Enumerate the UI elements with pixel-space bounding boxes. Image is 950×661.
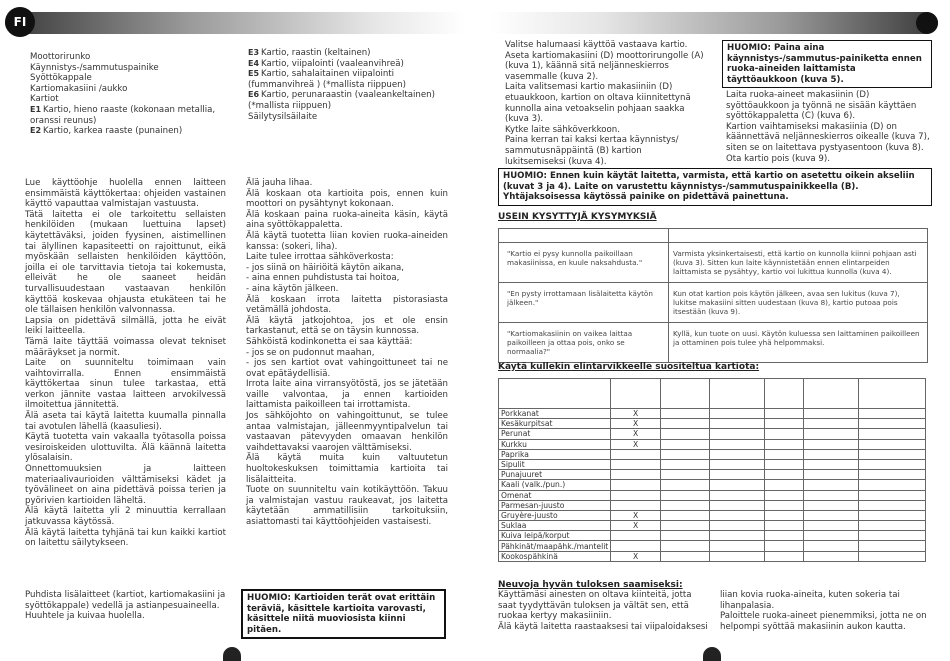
- food-row: [499, 531, 926, 541]
- page-marker-right: [703, 647, 721, 661]
- food-cell: [804, 531, 858, 541]
- food-cell: [804, 439, 858, 449]
- part-item: [248, 90, 458, 111]
- food-mark: X: [611, 551, 661, 561]
- food-header-cell: [611, 379, 661, 409]
- food-mark: [611, 500, 661, 510]
- food-name: Kesäkurpitsat: [499, 419, 611, 429]
- food-table: [498, 378, 926, 562]
- food-cell: [764, 409, 804, 419]
- food-name: Suklaa: [499, 521, 611, 531]
- food-row: [499, 429, 926, 439]
- food-cell: [710, 439, 764, 449]
- food-cell: [710, 480, 764, 490]
- note-start-button: HUOMIO: Paina aina käynnistys-/sammutus-painiketta ennen ruoka-aineiden laittamista täyttöaukkoon (kuva 5).: [722, 40, 932, 88]
- food-name: Perunat: [499, 429, 611, 439]
- faq-question: "Kartiomakasiinin on vaikea laittaa paikoilleen ja ottaa pois, onko se normaalia?": [499, 323, 669, 363]
- food-cell: [764, 459, 804, 469]
- food-name: Pähkinät/maapähk./mantelit: [499, 541, 611, 551]
- food-name: Kuiva leipä/korput: [499, 531, 611, 541]
- part-label: Käynnistys-/sammutuspainike: [30, 62, 159, 73]
- part-item: [248, 48, 458, 59]
- food-cell: [804, 510, 858, 520]
- food-row: [499, 541, 926, 551]
- food-cell: [858, 510, 925, 520]
- food-cell: [804, 449, 858, 459]
- part-label: Moottorirunko: [30, 52, 91, 62]
- faq-row: [499, 283, 928, 323]
- part-item: [248, 69, 458, 90]
- food-cell: [804, 429, 858, 439]
- food-header-cell: [499, 379, 611, 409]
- faq-answer: Varmista yksinkertaisesti, että kartio on kunnolla kiinni pohjaan asti (kuva 3). Sitten kun laite käynnistetään ennen elintarpeiden laittamista se pysähtyy, kartio voi lukittua kunnolla (kuva 4).: [669, 243, 928, 283]
- food-mark: [611, 459, 661, 469]
- food-mark: X: [611, 409, 661, 419]
- food-cell: [660, 500, 709, 510]
- part-item: [30, 63, 242, 74]
- food-row: [499, 470, 926, 480]
- food-cell: [710, 510, 764, 520]
- faq-question: "Kartio ei pysy kunnolla paikoillaan makasiinissa, en kuule naksahdusta.": [499, 243, 669, 283]
- part-label: Kartio, sahalaitainen viipalointi (fummanvihreä ) (*mallista riippuen): [248, 69, 406, 90]
- food-cell: [660, 409, 709, 419]
- food-cell: [764, 551, 804, 561]
- tips-title: Neuvoja hyvän tuloksen saamiseksi:: [498, 580, 683, 590]
- food-row: [499, 490, 926, 500]
- food-cell: [710, 409, 764, 419]
- faq-title: USEIN KYSYTTYJÄ KYSYMYKSIÄ: [498, 212, 657, 222]
- food-cell: [710, 419, 764, 429]
- food-cell: [764, 439, 804, 449]
- food-row: [499, 521, 926, 531]
- food-name: Omenat: [499, 490, 611, 500]
- parts-list-2: [248, 48, 458, 122]
- tips-col2: liian kovia ruoka-aineita, kuten sokeria tai lihanpalasia. Paloittele ruoka-aineet pienemmiksi, jotta ne on helpompi syöttää makasiinin aukon kautta.: [720, 590, 927, 632]
- food-cell: [764, 541, 804, 551]
- food-cell: [660, 429, 709, 439]
- food-cell: [804, 490, 858, 500]
- food-cell: [710, 541, 764, 551]
- food-cell: [660, 541, 709, 551]
- food-cell: [764, 480, 804, 490]
- part-label: Kartio, hieno raaste (kokonaan metallia, oranssi reunus): [30, 104, 216, 126]
- food-cell: [660, 449, 709, 459]
- part-label: Kartio, perunaraastin (vaaleankeltainen) (*mallista riippuen): [248, 90, 435, 111]
- food-row: [499, 510, 926, 520]
- faq-answer: Kun otat kartion pois käytön jälkeen, avaa sen lukitus (kuva 7), lukitse makasiini sitten uudestaan (kuva 8), kartio putoaa pois itsestään (kuva 9).: [669, 283, 928, 323]
- food-cell: [710, 500, 764, 510]
- safety-instructions-col1: Lue käyttöohje huolella ennen laitteen ensimmäistä käyttökertaa: ohjeiden vastainen käyttö vapauttaa valmistajan vastuusta. Tätä laitetta ei ole tarkoitettu sellaisten henkilöiden (mukaan luettuina lapset) käytettäväksi, joiden fyysinen, aistimellinen tai älyllinen kapasiteetti on rajoittunut, eikä myöskään sellaisten henkilöiden käyttöön, joilla ei ole tarvittavia tietoja tai kokemusta, elleivät he ole saaneet heidän turvallisuudestaan vastaavan henkilön käyttöä koskevaa ohjausta etukäteen tai he ole tällaisen henkilön valvonnassa. Lapsia on pidettävä silmällä, jotta he eivät leiki laitteella. Tämä laite täyttää voimassa olevat tekniset määräykset ja normit. Laite on suunniteltu toimimaan vain vaihtovirralla. Ennen ensimmäistä käyttökertaa sinun tulee tarkastaa, että verkon jännite vastaa laitteen arvokilvessä ilmoitettua jännitettä. Älä aseta tai käytä laitetta kuumalla pinnalla tai avotulen lähellä (kaasuliesi). Käytä tuotetta vain vakaalla työtasolla poissa vesiroiskeiden ulottuvilta. Älä käännä laitetta ylösalaisin. Onnettomuuksien ja laitteen materiaalivaurioiden välttämiseksi kädet ja työvälineet on aina pidettävä poissa terien ja pyörivien kartioiden läheltä. Älä käytä laitetta yli 2 minuuttia kerrallaan jatkuvassa käytössä. Älä käytä laitetta tyhjänä tai kun kaikki kartiot on laitettu säilytykseen.: [25, 178, 226, 549]
- part-label: Kartio, raastin (keltainen): [261, 48, 371, 58]
- part-code: E2: [30, 126, 42, 136]
- part-item: [30, 52, 242, 63]
- part-code: E1: [30, 104, 42, 114]
- part-label: Kartiot: [30, 94, 59, 105]
- food-cell: [764, 500, 804, 510]
- food-cell: [660, 551, 709, 561]
- food-mark: [611, 470, 661, 480]
- header-bar-left: [5, 12, 465, 34]
- food-name: Kookospähkinä: [499, 551, 611, 561]
- food-cell: [710, 449, 764, 459]
- food-mark: [611, 490, 661, 500]
- part-item: [30, 84, 242, 95]
- food-mark: [611, 480, 661, 490]
- food-row: [499, 480, 926, 490]
- food-cell: [660, 531, 709, 541]
- food-cell: [660, 419, 709, 429]
- food-row: [499, 551, 926, 561]
- part-label: Kartio, karkea raaste (punainen): [43, 126, 183, 137]
- food-cell: [660, 510, 709, 520]
- food-row: [499, 449, 926, 459]
- food-row: [499, 459, 926, 469]
- part-code: E4: [248, 58, 260, 68]
- food-cell: [710, 521, 764, 531]
- food-cell: [764, 470, 804, 480]
- food-header-cell: [710, 379, 764, 409]
- food-mark: X: [611, 510, 661, 520]
- cleaning-text: Puhdista lisälaitteet (kartiot, kartiomakasiini ja syöttökappale) vedellä ja astianpesuaineella. Huuhtele ja kuivaa huolella.: [25, 590, 226, 622]
- part-item: [30, 94, 242, 105]
- food-cell: [764, 419, 804, 429]
- faq-row: [499, 243, 928, 283]
- food-row: [499, 500, 926, 510]
- tips-col1: Käyttämäsi ainesten on oltava kiinteitä, jotta saat tyydyttävän tuloksen ja vältät sen, että ruokaa kertyy makasiiniin. Älä käytä laitetta raastaaksesi tai viipaloidaksesi: [498, 590, 708, 632]
- food-cell: [804, 541, 858, 551]
- part-item: [248, 59, 458, 70]
- food-cell: [858, 459, 925, 469]
- food-cell: [764, 510, 804, 520]
- food-cell: [764, 521, 804, 531]
- faq-answer: Kyllä, kun tuote on uusi. Käytön kuluessa sen laittaminen paikoilleen ja ottaminen pois tulee yhä helpommaksi.: [669, 323, 928, 363]
- food-header-cell: [804, 379, 858, 409]
- food-cell: [710, 531, 764, 541]
- food-mark: X: [611, 439, 661, 449]
- part-code: E6: [248, 90, 260, 100]
- food-cell: [858, 419, 925, 429]
- faq-row: [499, 323, 928, 363]
- food-cell: [710, 470, 764, 480]
- header-dot: [916, 12, 938, 34]
- food-cell: [804, 480, 858, 490]
- language-badge: FI: [5, 7, 35, 37]
- part-item: [30, 126, 242, 137]
- part-label: Syöttökappale: [30, 73, 92, 84]
- food-cell: [710, 490, 764, 500]
- food-cell: [804, 470, 858, 480]
- food-cell: [660, 459, 709, 469]
- food-header-cell: [858, 379, 925, 409]
- food-cell: [858, 480, 925, 490]
- food-cell: [858, 490, 925, 500]
- food-cell: [660, 490, 709, 500]
- food-cell: [858, 409, 925, 419]
- part-label: Kartiomakasiini /aukko: [30, 83, 128, 94]
- page-marker-left: [223, 647, 241, 661]
- food-cell: [858, 521, 925, 531]
- food-cell: [804, 419, 858, 429]
- food-name: Parmesan-juusto: [499, 500, 611, 510]
- food-header-cell: [764, 379, 804, 409]
- food-cell: [858, 429, 925, 439]
- food-cell: [804, 409, 858, 419]
- food-name: Punajuuret: [499, 470, 611, 480]
- food-cell: [804, 500, 858, 510]
- part-label: Kartio, viipalointi (vaaleanvihreä): [261, 58, 404, 69]
- food-mark: [611, 449, 661, 459]
- food-mark: X: [611, 521, 661, 531]
- food-name: Sipulit: [499, 459, 611, 469]
- usage-instructions-col2: Laita ruoka-aineet makasiinin (D) syöttöaukkoon ja työnnä ne sisään käyttäen syöttökappaletta (C) (kuva 6). Kartion vaihtamiseksi makasiinia (D) on käännettävä neljänneskierros oikealle (kuva 7), siten se on laitettava pystyasentoon (kuva 8). Ota kartio pois (kuva 9).: [726, 90, 930, 164]
- food-cell: [858, 551, 925, 561]
- faq-question: "En pysty irrottamaan lisälaitetta käytön jälkeen.": [499, 283, 669, 323]
- food-row: [499, 439, 926, 449]
- food-cell: [764, 449, 804, 459]
- part-label: Säilytysilsäilaite: [248, 111, 318, 122]
- part-item: [248, 112, 458, 123]
- food-cell: [858, 500, 925, 510]
- parts-list: [30, 52, 242, 137]
- part-item: [30, 73, 242, 84]
- food-mark: X: [611, 429, 661, 439]
- food-name: Paprika: [499, 449, 611, 459]
- food-cell: [710, 551, 764, 561]
- food-cell: [804, 521, 858, 531]
- faq-table: [498, 228, 928, 363]
- note-cone-placement: HUOMIO: Ennen kuin käytät laitetta, varmista, että kartio on asetettu oikein akseliin (kuvat 3 ja 4). Laite on varustettu käynnistys-/sammutuspainikkeella (B). Yhtäjaksoisessa käytössä painike on pidettävä painettuna.: [498, 168, 932, 206]
- food-cell: [660, 470, 709, 480]
- note-blades: HUOMIO: Kartioiden terät ovat erittäin teräviä, käsittele kartioita varovasti, käsittele niitä muoviosista kiinni pitäen.: [241, 589, 446, 639]
- food-row: [499, 419, 926, 429]
- food-cell: [660, 439, 709, 449]
- food-mark: X: [611, 419, 661, 429]
- part-code: E3: [248, 48, 260, 57]
- food-cell: [858, 449, 925, 459]
- food-cell: [804, 551, 858, 561]
- food-cell: [660, 480, 709, 490]
- food-name: Kurkku: [499, 439, 611, 449]
- food-cell: [764, 531, 804, 541]
- food-mark: [611, 531, 661, 541]
- food-cell: [858, 439, 925, 449]
- food-cell: [764, 429, 804, 439]
- safety-instructions-col2: Älä jauha lihaa. Älä koskaan ota kartioita pois, ennen kuin moottori on pysähtynyt kokonaan. Älä koskaan paina ruoka-aineita käsin, käytä aina syöttökappaletta. Älä käytä tuotetta liian kovien ruoka-aineiden kanssa: (sokeri, liha). Laite tulee irrottaa sähköverkosta: - jos siinä on häiriöitä käytön aikana, - aina ennen puhdistusta tai hoitoa, - aina käytön jälkeen. Älä koskaan irrota laitetta pistorasiasta vetämällä johdosta. Älä käytä jatkojohtoa, jos et ole ensin tarkastanut, että se on täysin kunnossa. Sähköistä kodinkonetta ei saa käyttää: - jos se on pudonnut maahan, - jos sen kartiot ovat vahingoittuneet tai ne ovat epätäydellisiä. Irrota laite aina virransyötöstä, jos se jätetään vaille valvontaa, ja ennen kartioiden laittamista paikoilleen tai irrottamista. Jos sähköjohto on vahingoittunut, se tulee antaa valmistajan, jälleenmyyntipalvelun tai vastaavan pätevyyden omaavan henkilön vaihdettavaksi vaarojen välttämiseksi. Älä käytä muita kuin valtuutetun huoltokeskuksen toimittamia kartioita tai lisälaitteita. Tuote on suunniteltu vain kotikäyttöön. Takuu ja valmistajan vastuu raukeavat, jos laitetta käytetään ammatillisiin tarkoituksiin, asiattomasti tai käyttöohjeiden vastaisesti.: [246, 178, 448, 527]
- part-item: [30, 105, 242, 126]
- faq-header-cell: [499, 229, 669, 243]
- food-mark: [611, 541, 661, 551]
- food-cell: [710, 429, 764, 439]
- food-cell: [858, 531, 925, 541]
- food-table-title: Käytä kullekin elintarvikkeelle suositeltua kartiota:: [498, 362, 760, 372]
- faq-header-cell: [669, 229, 928, 243]
- food-header-cell: [660, 379, 709, 409]
- food-cell: [764, 490, 804, 500]
- part-code: E5: [248, 69, 260, 79]
- food-cell: [858, 541, 925, 551]
- food-row: [499, 409, 926, 419]
- food-name: Porkkanat: [499, 409, 611, 419]
- food-cell: [858, 470, 925, 480]
- food-cell: [660, 521, 709, 531]
- food-name: Kaali (valk./pun.): [499, 480, 611, 490]
- header-bar-right: [490, 12, 938, 34]
- food-cell: [804, 459, 858, 469]
- food-cell: [710, 459, 764, 469]
- usage-instructions-col1: Valitse halumaasi käyttöä vastaava kartio. Aseta kartiomakasiini (D) moottorirungolle (A) (kuva 1), käännä sitä neljänneskierros vasemmalle (kuva 2). Laita valitsemasi kartio makasiiniin (D) etuaukkoon, kartion on oltava kiinnitettynä kunnolla aina vetoakselin pohjaan saakka (kuva 3). Kytke laite sähköverkkoon. Paina kerran tai kaksi kertaa käynnistys/ sammutusnäppäintä (B) kartion lukitsemiseksi (kuva 4).: [505, 40, 704, 167]
- food-name: Gruyère-juusto: [499, 510, 611, 520]
